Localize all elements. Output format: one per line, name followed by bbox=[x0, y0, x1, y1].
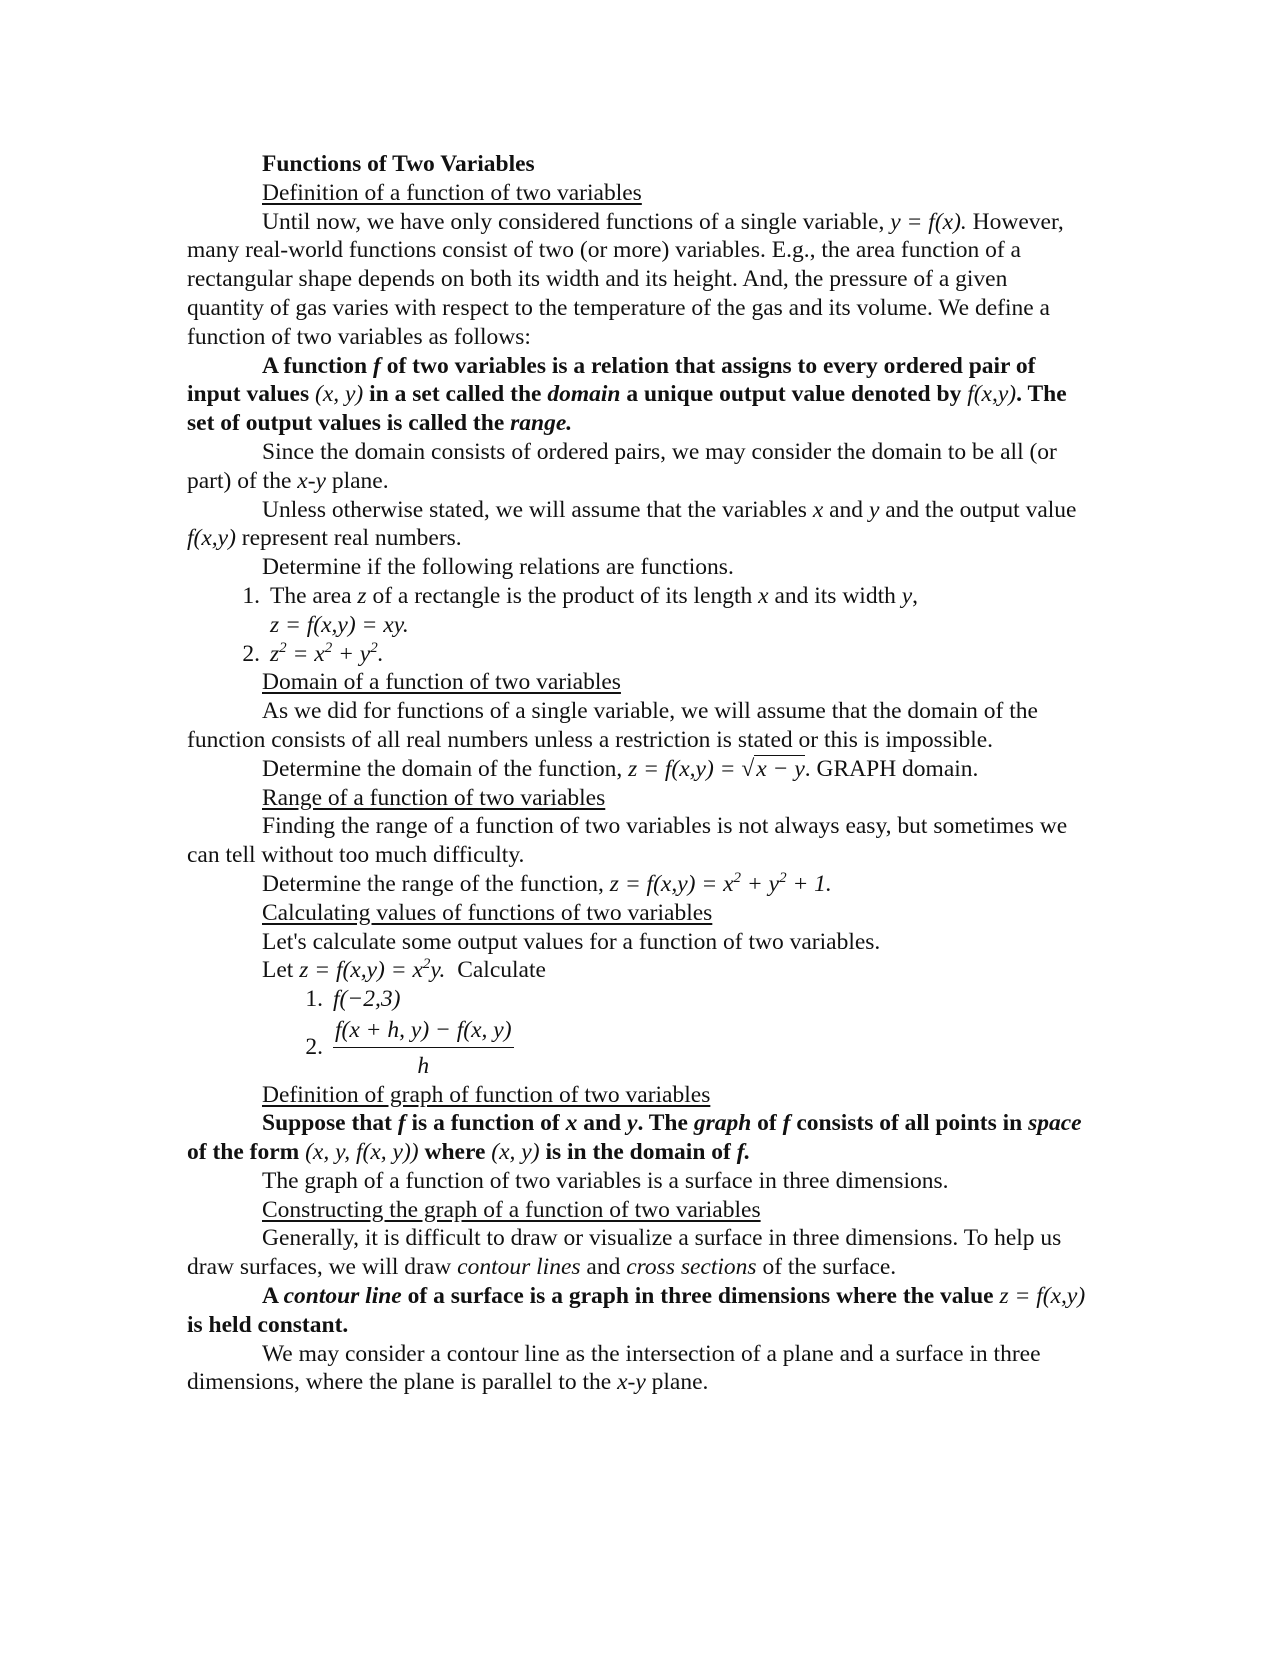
list-item: 1. f(−2,3) bbox=[305, 986, 401, 1013]
calculating-paragraph: Let's calculate some output values for a function of two variables. bbox=[262, 928, 881, 955]
let-statement: Let $z = f(x,y) = x^2y$. Calculate bbox=[262, 956, 546, 984]
surface-statement: The graph of a function of two variables is a surface in three dimensions. bbox=[262, 1167, 949, 1194]
heading-definition: Definition of a function of two variables bbox=[262, 179, 642, 206]
heading-constructing: Constructing the graph of a function of two variables bbox=[262, 1196, 761, 1223]
heading-graph-definition: Definition of graph of function of two variables bbox=[262, 1081, 711, 1108]
exercise-prompt: Determine if the following relations are functions. bbox=[262, 554, 734, 581]
domain-paragraph: Since the domain consists of ordered pairs, we may consider the domain to be all (or part) of the x-y plane. bbox=[187, 438, 1057, 494]
constructing-paragraph: Generally, it is difficult to draw or visualize a surface in three dimensions. To help us draw surfaces, we will draw contour lines and cross sections of the surface. bbox=[187, 1225, 1062, 1281]
domain-exercise: Determine the domain of the function, z = f(x,y) = √x − y. GRAPH domain. bbox=[262, 755, 979, 782]
calculation-list bbox=[187, 985, 1087, 1080]
domain-assumption: As we did for functions of a single variable, we will assume that the domain of the function consists of all real numbers unless a restriction is stated or this is impossible. bbox=[187, 698, 1038, 753]
intro-paragraph: Until now, we have only considered functions of a single variable, y = f(x). However, many real-world functions consist of two (or more) variables. E.g., the area function of a rectangular shape depends on both its width and its height. And, the pressure of a given quantity of gas varies with respect to the temperature of the gas and its volume. We define a function of two variables as follows: bbox=[187, 208, 1064, 350]
list-item: 1. The area z of a rectangle is the product of its length x and its width y, bbox=[242, 582, 919, 609]
document-page bbox=[187, 150, 1087, 1397]
range-paragraph: Finding the range of a function of two variables is not always easy, but sometimes we can tell without too much difficulty. bbox=[187, 813, 1068, 869]
page-title: Functions of Two Variables bbox=[262, 151, 535, 177]
function-definition: A function f of two variables is a relation that assigns to every ordered pair of input values (x, y) in a set called the domain a unique output value denoted by f(x,y). The set of output values is called the range. bbox=[187, 352, 1067, 437]
contour-definition: A contour line of a surface is a graph in three dimensions where the value z = f(x,y) is held constant. bbox=[187, 1283, 1086, 1338]
area-formula: z = f(x,y) = xy. bbox=[270, 611, 409, 638]
contour-paragraph: We may consider a contour line as the intersection of a plane and a surface in three dimensions, where the plane is parallel to the x-y plane. bbox=[187, 1340, 1041, 1396]
heading-calculating: Calculating values of functions of two variables bbox=[262, 899, 713, 926]
heading-domain: Domain of a function of two variables bbox=[262, 669, 621, 696]
heading-range: Range of a function of two variables bbox=[262, 784, 606, 811]
list-item: 2. $z^2 = x^2 + y^2$. bbox=[242, 639, 384, 667]
exercise-list bbox=[187, 582, 1087, 668]
real-numbers-paragraph: Unless otherwise stated, we will assume that the variables x and y and the output value f(x,y) represent real numbers. bbox=[187, 496, 1077, 552]
list-item: 2. $\frac{f(x + h, y) - f(x, y)}{h}$ bbox=[305, 1016, 512, 1079]
range-exercise: Determine the range of the function, $z = f(x,y) = x^2 + y^2 + 1$. bbox=[262, 870, 832, 897]
graph-definition: Suppose that f is a function of x and y. The graph of f consists of all points in space of the form (x, y, f(x, y)) where (x, y) is in the domain of f. bbox=[187, 1110, 1082, 1166]
sqrt-sign: √ bbox=[741, 755, 755, 782]
difference-quotient: $\frac{f(x + h, y) - f(x, y)}{h}$ bbox=[335, 1016, 512, 1079]
